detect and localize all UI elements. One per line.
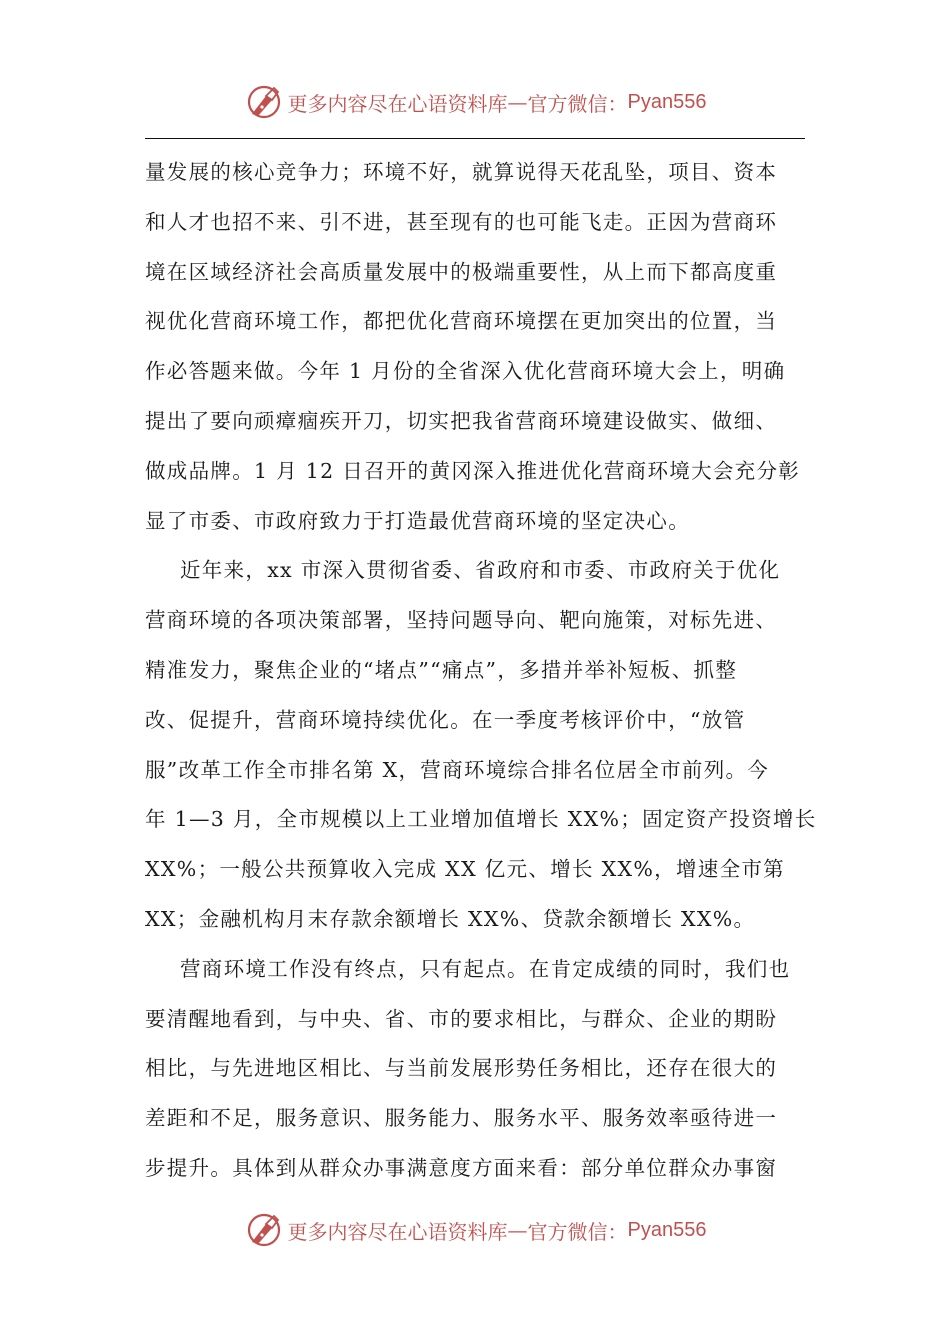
footer-contact-id: Pyan556 <box>627 1218 707 1241</box>
body-line: 显了市委、市政府致力于打造最优营商环境的坚定决心。 <box>145 508 690 533</box>
body-line: 年 1—3 月，全市规模以上工业增加值增长 XX%；固定资产投资增长 <box>145 807 817 832</box>
header-contact-label: 官方微信： <box>527 91 628 116</box>
document-body <box>145 148 817 1194</box>
body-line: 差距和不足，服务意识、服务能力、服务水平、服务效率亟待进一 <box>145 1106 778 1131</box>
footer-site-text: 更多内容尽在心语资料库 <box>287 1219 508 1244</box>
body-line: 提出了要向顽瘴痼疾开刀，切实把我省营商环境建设做实、做细、 <box>145 408 778 433</box>
body-line: 和人才也招不来、引不进，甚至现有的也可能飞走。正因为营商环 <box>145 209 778 234</box>
body-line: 相比，与先进地区相比、与当前发展形势任务相比，还存在很大的 <box>145 1056 778 1081</box>
body-line: 做成品牌。1 月 12 日召开的黄冈深入推进优化营商环境大会充分彰 <box>145 458 801 483</box>
footer-banner <box>0 1208 950 1252</box>
body-line: 境在区域经济社会高质量发展中的极端重要性，从上而下都高度重 <box>145 259 778 284</box>
paragraph-start-line: 近年来，xx 市深入贯彻省委、省政府和市委、市政府关于优化 <box>180 558 781 583</box>
header-site-text: 更多内容尽在心语资料库 <box>287 91 508 116</box>
body-line: 视优化营商环境工作，都把优化营商环境摆在更加突出的位置，当 <box>145 309 778 334</box>
body-line: 改、促提升，营商环境持续优化。在一季度考核评价中，“放管 <box>145 707 746 732</box>
body-line: 步提升。具体到从群众办事满意度方面来看：部分单位群众办事窗 <box>145 1155 778 1180</box>
pen-nib-logo-icon <box>244 1210 284 1250</box>
body-line: XX；金融机构月末存款余额增长 XX%、贷款余额增长 XX%。 <box>145 906 756 931</box>
paragraph-start-line: 营商环境工作没有终点，只有起点。在肯定成绩的同时，我们也 <box>180 956 791 981</box>
header-divider <box>145 138 805 139</box>
body-line: 要清醒地看到，与中央、省、市的要求相比，与群众、企业的期盼 <box>145 1006 778 1031</box>
footer-separator: — <box>507 1218 528 1242</box>
pen-nib-logo-icon <box>244 82 284 122</box>
body-line: 服”改革工作全市排名第 X，营商环境综合排名位居全市前列。今 <box>145 757 770 782</box>
header-contact-id: Pyan556 <box>627 90 707 113</box>
header-separator: — <box>507 90 528 114</box>
footer-contact-label: 官方微信： <box>527 1219 628 1244</box>
body-line: 营商环境的各项决策部署，坚持问题导向、靶向施策，对标先进、 <box>145 608 778 633</box>
body-line: 量发展的核心竞争力；环境不好，就算说得天花乱坠，项目、资本 <box>145 160 778 184</box>
header-banner <box>0 80 950 124</box>
body-line: 作必答题来做。今年 1 月份的全省深入优化营商环境大会上，明确 <box>145 359 786 384</box>
body-line: 精准发力，聚焦企业的“堵点”“痛点”，多措并举补短板、抓整 <box>145 657 738 682</box>
body-line: XX%；一般公共预算收入完成 XX 亿元、增长 XX%，增速全市第 <box>145 857 785 882</box>
